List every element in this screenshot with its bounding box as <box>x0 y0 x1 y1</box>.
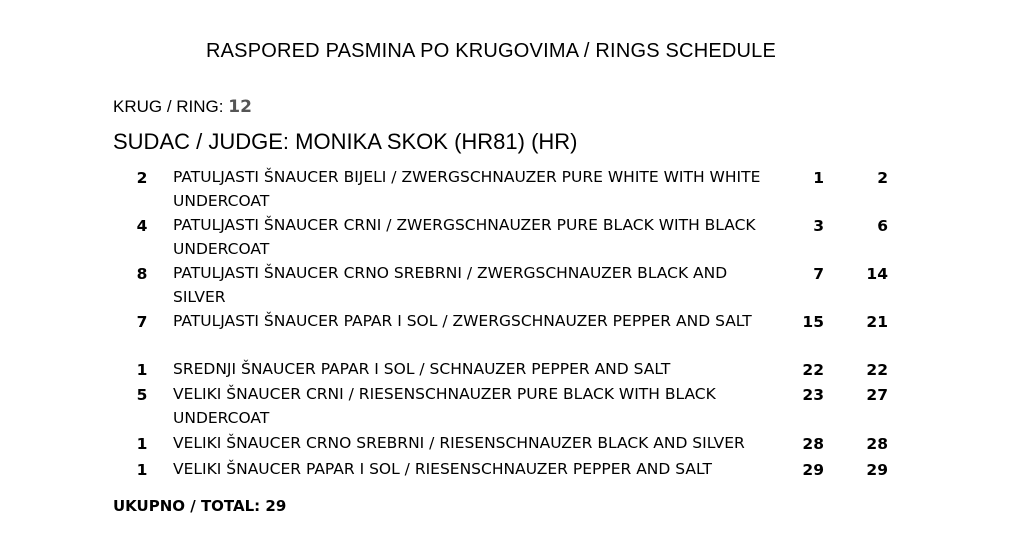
catalog-from: 7 <box>813 265 824 283</box>
page-title: RASPORED PASMINA PO KRUGOVIMA / RINGS SCHEDULE <box>205 40 777 62</box>
table-row <box>0 357 1024 382</box>
ring-number: 12 <box>228 97 252 117</box>
table-row <box>0 165 1024 213</box>
catalog-to: 14 <box>866 265 888 283</box>
entry-count: 5 <box>136 386 148 404</box>
breed-name: PATULJASTI ŠNAUCER CRNO SREBRNI / ZWERGSCHNAUZER BLACK AND SILVER <box>173 264 728 306</box>
catalog-to: 28 <box>866 435 888 453</box>
catalog-from: 29 <box>802 461 824 479</box>
total-count: UKUPNO / TOTAL: 29 <box>113 497 287 515</box>
judge-info: SUDAC / JUDGE: MONIKA SKOK (HR81) (HR) <box>113 129 578 154</box>
catalog-to: 21 <box>866 313 888 331</box>
catalog-to: 29 <box>866 461 888 479</box>
catalog-from: 28 <box>802 435 824 453</box>
entry-count: 8 <box>136 265 148 283</box>
entry-count: 2 <box>136 169 148 187</box>
entry-count: 7 <box>136 313 148 331</box>
ring-label: KRUG / RING: <box>113 97 229 116</box>
table-row <box>0 261 1024 309</box>
breed-name: PATULJASTI ŠNAUCER PAPAR I SOL / ZWERGSCHNAUZER PEPPER AND SALT <box>173 312 752 330</box>
catalog-from: 3 <box>813 217 824 235</box>
ring-info <box>113 97 252 117</box>
breed-name: SREDNJI ŠNAUCER PAPAR I SOL / SCHNAUZER PEPPER AND SALT <box>173 360 671 378</box>
table-row <box>0 457 1024 483</box>
catalog-from: 15 <box>802 313 824 331</box>
catalog-from: 1 <box>813 169 824 187</box>
breed-name: PATULJASTI ŠNAUCER CRNI / ZWERGSCHNAUZER PURE BLACK WITH BLACK UNDERCOAT <box>173 216 756 258</box>
entry-count: 4 <box>136 217 148 235</box>
catalog-from: 23 <box>802 386 824 404</box>
table-row <box>0 309 1024 357</box>
catalog-to: 6 <box>877 217 888 235</box>
entry-count: 1 <box>136 361 148 379</box>
table-row <box>0 382 1024 431</box>
breed-name: VELIKI ŠNAUCER CRNI / RIESENSCHNAUZER PURE BLACK WITH BLACK UNDERCOAT <box>173 385 716 427</box>
table-row <box>0 431 1024 457</box>
entry-count: 1 <box>136 435 148 453</box>
breed-schedule-table <box>0 165 1024 483</box>
catalog-to: 2 <box>877 169 888 187</box>
breed-name: VELIKI ŠNAUCER CRNO SREBRNI / RIESENSCHNAUZER BLACK AND SILVER <box>173 434 745 452</box>
breed-name: PATULJASTI ŠNAUCER BIJELI / ZWERGSCHNAUZER PURE WHITE WITH WHITE UNDERCOAT <box>173 168 761 210</box>
catalog-to: 22 <box>866 361 888 379</box>
breed-name: VELIKI ŠNAUCER PAPAR I SOL / RIESENSCHNAUZER PEPPER AND SALT <box>173 460 712 478</box>
table-row <box>0 213 1024 261</box>
catalog-from: 22 <box>802 361 824 379</box>
entry-count: 1 <box>136 461 148 479</box>
catalog-to: 27 <box>866 386 888 404</box>
